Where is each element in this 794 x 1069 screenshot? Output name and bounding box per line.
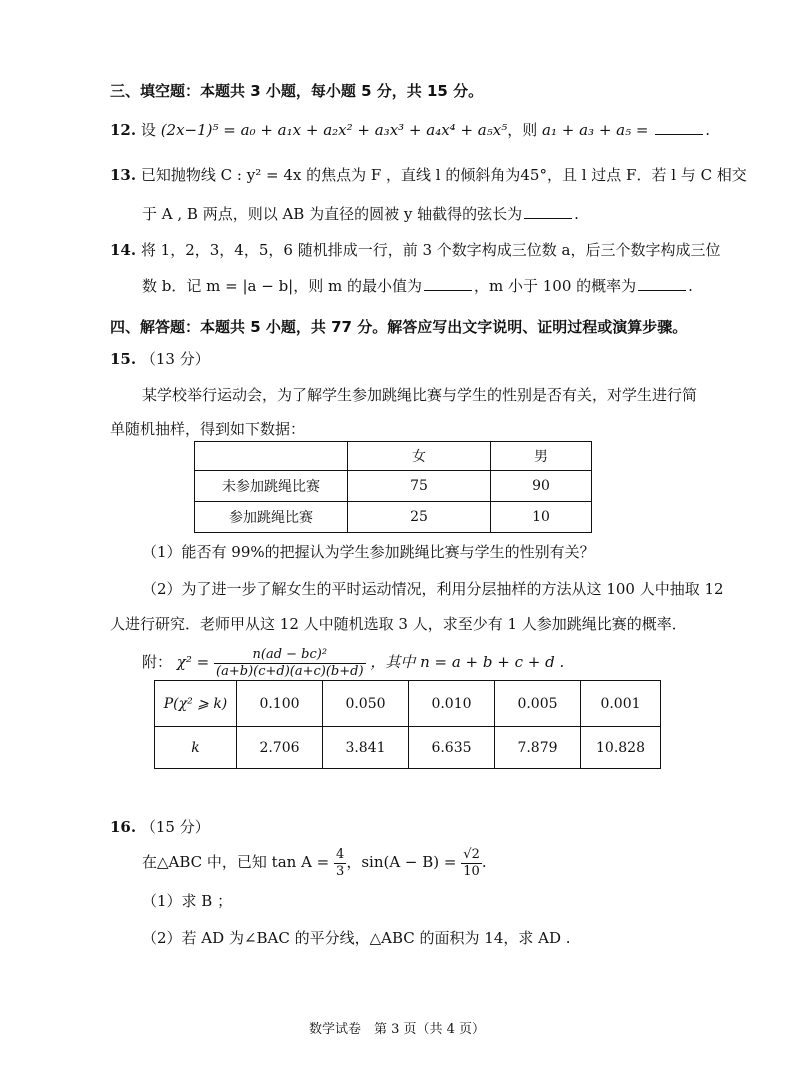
formula-tail: ，其中 n = a + b + c + d . bbox=[370, 653, 565, 671]
table-cell: 6.635 bbox=[409, 727, 495, 769]
question-text: ，m 小于 100 的概率为 bbox=[473, 277, 637, 295]
table-cell: 0.100 bbox=[237, 681, 323, 727]
section-3-title: 三、填空题：本题共 3 小题，每小题 5 分，共 15 分。 bbox=[110, 82, 484, 100]
table-cell: 0.010 bbox=[409, 681, 495, 727]
question-number: 13. bbox=[110, 166, 137, 184]
appendix-label: 附： bbox=[142, 653, 173, 671]
table-cell: 75 bbox=[348, 471, 491, 502]
table-header-cell: 男 bbox=[491, 442, 592, 471]
table-cell: 0.001 bbox=[581, 681, 661, 727]
question-text: 在△ABC 中，已知 tan A = bbox=[142, 853, 330, 871]
formula-numerator: n(ad − bc)² bbox=[214, 647, 366, 664]
question-text: 设 bbox=[140, 121, 156, 139]
table-cell: 90 bbox=[491, 471, 592, 502]
answer-blank bbox=[655, 120, 703, 135]
period: . bbox=[688, 277, 693, 295]
question-15-para: 单随机抽样，得到如下数据： bbox=[110, 420, 306, 438]
table-cell: 0.005 bbox=[495, 681, 581, 727]
table-header-cell: 女 bbox=[348, 442, 491, 471]
question-number: 15. bbox=[110, 350, 137, 368]
question-13 bbox=[110, 164, 747, 186]
question-15-header bbox=[110, 348, 210, 370]
question-15-para: 某学校举行运动会，为了解学生参加跳绳比赛与学生的性别是否有关，对学生进行简 bbox=[142, 386, 698, 404]
fraction-numerator: √2 bbox=[463, 846, 480, 862]
question-score: （15 分） bbox=[140, 818, 210, 836]
sin-fraction bbox=[461, 847, 482, 880]
period: . bbox=[574, 205, 579, 223]
table-header-cell bbox=[195, 442, 348, 471]
chi-square-formula bbox=[142, 640, 564, 684]
formula-lhs: χ² = bbox=[176, 653, 210, 671]
table-cell: 未参加跳绳比赛 bbox=[195, 471, 348, 502]
question-text: 数 b．记 m = |a − b|，则 m 的最小值为 bbox=[142, 277, 422, 295]
table-row bbox=[195, 502, 592, 533]
table-cell: 0.050 bbox=[323, 681, 409, 727]
table-row bbox=[155, 681, 661, 727]
question-text: ，sin(A − B) = bbox=[346, 853, 457, 871]
math-expression: (2x−1)⁵ = a₀ + a₁x + a₂x² + a₃x³ + a₄x⁴ + a₅x⁵ bbox=[160, 121, 508, 139]
question-15-part-2: （2）为了进一步了解女生的平时运动情况，利用分层抽样的方法从这 100 人中抽取 12 bbox=[142, 580, 724, 598]
question-16-part-2: （2）若 AD 为∠BAC 的平分线，△ABC 的面积为 14，求 AD . bbox=[142, 929, 571, 947]
table-header-row bbox=[195, 442, 592, 471]
period: . bbox=[481, 853, 487, 871]
table-cell: 参加跳绳比赛 bbox=[195, 502, 348, 533]
question-16-header bbox=[110, 816, 210, 838]
question-15-part-1: （1）能否有 99%的把握认为学生参加跳绳比赛与学生的性别有关？ bbox=[142, 543, 595, 561]
question-16-given bbox=[142, 842, 487, 882]
table-cell: 10.828 bbox=[581, 727, 661, 769]
table-cell: 2.706 bbox=[237, 727, 323, 769]
question-text: 于 A , B 两点，则以 AB 为直径的圆被 y 轴截得的弦长为 bbox=[142, 205, 523, 223]
fraction-numerator: 4 bbox=[336, 846, 345, 862]
formula-fraction bbox=[214, 647, 366, 680]
question-number: 16. bbox=[110, 818, 137, 836]
answer-blank bbox=[638, 276, 686, 291]
question-14 bbox=[110, 239, 720, 261]
fraction-denominator: 10 bbox=[463, 863, 480, 879]
page-footer: 数学试卷 第 3 页（共 4 页） bbox=[308, 1022, 486, 1037]
table-cell: 7.879 bbox=[495, 727, 581, 769]
section-4-title: 四、解答题：本题共 5 小题，共 77 分。解答应写出文字说明、证明过程或演算步骤。 bbox=[110, 318, 688, 336]
critical-value-table bbox=[154, 680, 661, 769]
table-row bbox=[155, 727, 661, 769]
table-cell: 25 bbox=[348, 502, 491, 533]
question-12 bbox=[110, 119, 710, 141]
question-text: ，则 bbox=[507, 121, 538, 139]
question-number: 14. bbox=[110, 241, 137, 259]
table-row bbox=[195, 471, 592, 502]
question-score: （13 分） bbox=[140, 350, 210, 368]
question-number: 12. bbox=[110, 121, 137, 139]
question-15-part-2-line-2: 人进行研究．老师甲从这 12 人中随机选取 3 人，求至少有 1 人参加跳绳比赛的概率． bbox=[110, 615, 687, 633]
answer-blank bbox=[524, 204, 572, 219]
table-row-label: P(χ² ⩾ k) bbox=[155, 681, 237, 727]
table-cell: 10 bbox=[491, 502, 592, 533]
table-cell: 3.841 bbox=[323, 727, 409, 769]
question-14-line-2 bbox=[142, 275, 693, 297]
fraction-denominator: 3 bbox=[336, 863, 345, 879]
question-16-part-1: （1）求 B ； bbox=[142, 892, 233, 910]
tan-fraction bbox=[334, 847, 346, 880]
question-text: 已知抛物线 C : y² = 4x 的焦点为 F ，直线 l 的倾斜角为45°，且 l 过点 F．若 l 与 C 相交 bbox=[140, 166, 747, 184]
formula-denominator: (a+b)(c+d)(a+c)(b+d) bbox=[216, 663, 364, 679]
answer-blank bbox=[424, 276, 472, 291]
contingency-table bbox=[194, 441, 592, 533]
period: . bbox=[705, 121, 711, 139]
question-13-line-2 bbox=[142, 203, 579, 225]
question-text: 将 1，2，3，4，5，6 随机排成一行，前 3 个数字构成三位数 a，后三个数字构成三位 bbox=[140, 241, 721, 259]
table-row-label: k bbox=[155, 727, 237, 769]
math-expression: a₁ + a₃ + a₅ = bbox=[542, 121, 649, 139]
